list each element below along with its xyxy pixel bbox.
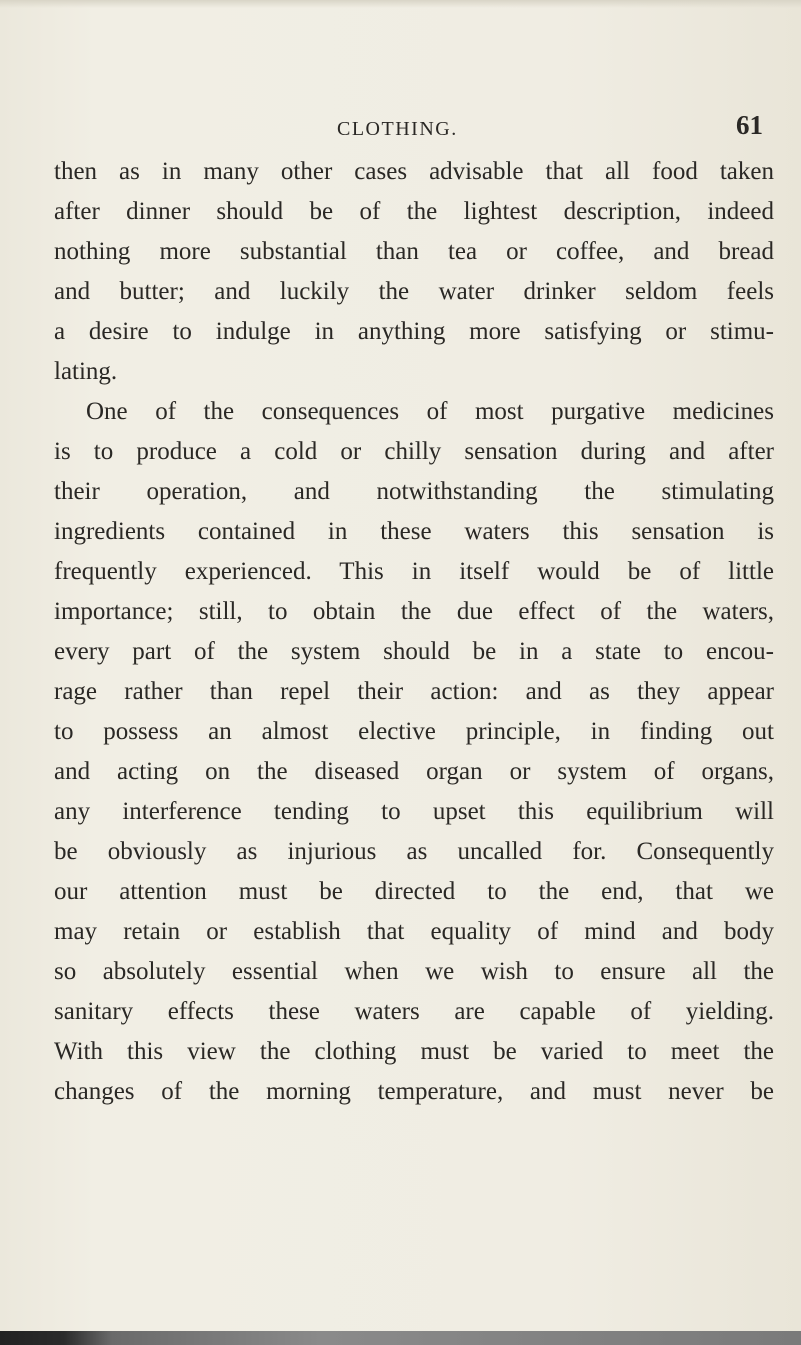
- text-line: rage rather than repel their action: and as they appear: [54, 678, 774, 705]
- text-line: lating.: [54, 358, 118, 385]
- text-line: any interference tending to upset this equilibrium will: [54, 798, 774, 825]
- text-line: nothing more substantial than tea or coffee, and bread: [54, 238, 774, 265]
- running-head: CLOTHING.: [337, 118, 458, 140]
- paragraph-start-line: One of the consequences of most purgative medicines: [86, 398, 774, 425]
- text-line: ingredients contained in these waters this sensation is: [54, 518, 774, 545]
- text-line: after dinner should be of the lightest description, indeed: [54, 198, 774, 225]
- text-line: their operation, and notwithstanding the stimulating: [54, 478, 774, 505]
- text-line: importance; still, to obtain the due effect of the waters,: [54, 598, 774, 625]
- text-line: so absolutely essential when we wish to ensure all the: [54, 958, 774, 985]
- text-line: our attention must be directed to the end, that we: [54, 878, 774, 905]
- text-line: With this view the clothing must be varied to meet the: [54, 1038, 774, 1065]
- body-text: [54, 152, 774, 1112]
- text-line: be obviously as injurious as uncalled for. Consequently: [54, 838, 774, 865]
- text-line: a desire to indulge in anything more satisfying or stimu-: [54, 318, 774, 345]
- page-header: [0, 108, 801, 148]
- page-edge-shadow: [0, 0, 801, 8]
- text-line: then as in many other cases advisable that all food taken: [54, 158, 774, 185]
- page-number: 61: [736, 110, 763, 140]
- text-line: changes of the morning temperature, and must never be: [54, 1078, 774, 1105]
- text-line: frequently experienced. This in itself would be of little: [54, 558, 774, 585]
- text-line: and acting on the diseased organ or system of organs,: [54, 758, 774, 785]
- text-line: and butter; and luckily the water drinker seldom feels: [54, 278, 774, 305]
- text-line: to possess an almost elective principle, in finding out: [54, 718, 774, 745]
- text-line: is to produce a cold or chilly sensation during and after: [54, 438, 774, 465]
- text-line: sanitary effects these waters are capable of yielding.: [54, 998, 774, 1025]
- text-line: every part of the system should be in a state to encou-: [54, 638, 774, 665]
- text-line: may retain or establish that equality of mind and body: [54, 918, 774, 945]
- scan-bottom-edge: [0, 1331, 801, 1345]
